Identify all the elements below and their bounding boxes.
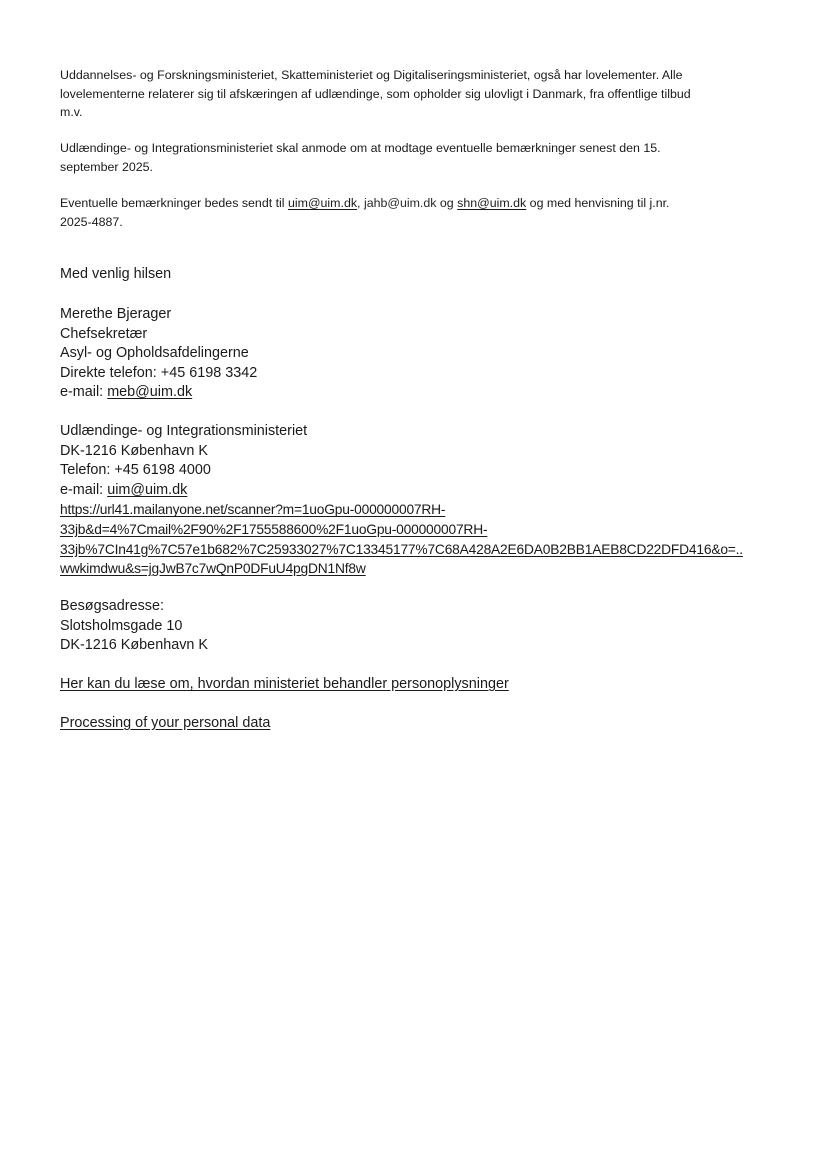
intro-line-1: Uddannelses- og Forskningsministeriet, Skatteministeriet og Digitaliseringsministeriet, også har lovelementer. Alle bbox=[60, 68, 683, 82]
remarks-line-2: 2025-4887. bbox=[60, 214, 123, 229]
visit-city: DK-1216 København K bbox=[60, 637, 208, 654]
remarks-suffix: og med henvisning til j.nr. bbox=[529, 196, 670, 210]
remarks-line-1 bbox=[60, 194, 772, 213]
scanner-url-line-4[interactable]: wwkimdwu&s=jgJwB7c7wQnP0DFuU4pgDN1Nf8w bbox=[60, 561, 366, 577]
email-link-shn[interactable]: shn@uim.dk bbox=[457, 196, 527, 210]
privacy-link-en-row bbox=[60, 714, 800, 734]
closing-text: Med venlig hilsen bbox=[60, 266, 172, 282]
scanner-url-line-3[interactable]: 33jb%7CIn41g%7C57e1b682%7C25933027%7C13345177%7C68A428A2E6DA0B2BB1AEB8CD22DFD416&o=.. bbox=[60, 541, 743, 557]
visit-address-block bbox=[60, 597, 800, 656]
remarks-and: og bbox=[439, 196, 454, 210]
deadline-line-1: Udlændinge- og Integrationsministeriet skal anmode om at modtage eventuelle bemærkninger senest den 15. bbox=[60, 141, 661, 155]
signer-title: Chefsekretær bbox=[60, 325, 148, 342]
deadline-paragraph bbox=[60, 139, 772, 176]
ministry-email-label: e-mail: bbox=[60, 481, 104, 498]
privacy-link-en[interactable]: Processing of your personal data bbox=[60, 715, 271, 731]
ministry-block bbox=[60, 422, 800, 579]
privacy-link-da-row bbox=[60, 675, 800, 695]
ministry-city: DK-1216 København K bbox=[60, 442, 208, 459]
signer-department: Asyl- og Opholdsafdelingerne bbox=[60, 345, 249, 362]
ministry-email-row bbox=[60, 481, 800, 501]
signer-name: Merethe Bjerager bbox=[60, 306, 172, 322]
ministry-phone: Telefon: +45 6198 4000 bbox=[60, 462, 211, 479]
scanner-url-line-1[interactable]: https://url41.mailanyone.net/scanner?m=1uoGpu-000000007RH- bbox=[60, 502, 446, 518]
signer-phone: Direkte telefon: +45 6198 3342 bbox=[60, 364, 258, 381]
closing bbox=[60, 265, 800, 285]
ministry-email-link[interactable]: uim@uim.dk bbox=[107, 481, 188, 498]
visit-label: Besøgsadresse: bbox=[60, 598, 164, 614]
scanner-url-line-2[interactable]: 33jb&d=4%7Cmail%2F90%2F1755588600%2F1uoGpu-000000007RH- bbox=[60, 521, 488, 537]
remarks-separator: , bbox=[357, 196, 361, 210]
deadline-line-2: september 2025. bbox=[60, 159, 153, 174]
signer-email-row bbox=[60, 383, 800, 403]
privacy-link-da[interactable]: Her kan du læse om, hvordan ministeriet behandler personoplysninger bbox=[60, 676, 509, 692]
signer-email-link[interactable]: meb@uim.dk bbox=[107, 384, 193, 401]
email-link-uim[interactable]: uim@uim.dk bbox=[288, 196, 358, 210]
remarks-paragraph bbox=[60, 194, 772, 231]
visit-street: Slotsholmsgade 10 bbox=[60, 617, 183, 634]
intro-paragraph bbox=[60, 66, 772, 122]
intro-line-3: m.v. bbox=[60, 105, 83, 119]
intro-line-2: lovelementerne relaterer sig til afskæringen af udlændinge, som opholder sig ulovligt i Danmark, fra offentlige tilbud bbox=[60, 86, 691, 101]
ministry-name: Udlændinge- og Integrationsministeriet bbox=[60, 423, 308, 439]
signer-email-label: e-mail: bbox=[60, 384, 104, 401]
signer-block bbox=[60, 305, 800, 403]
email-link-jahb[interactable]: jahb@uim.dk bbox=[363, 196, 437, 210]
remarks-prefix: Eventuelle bemærkninger bedes sendt til bbox=[60, 196, 285, 210]
